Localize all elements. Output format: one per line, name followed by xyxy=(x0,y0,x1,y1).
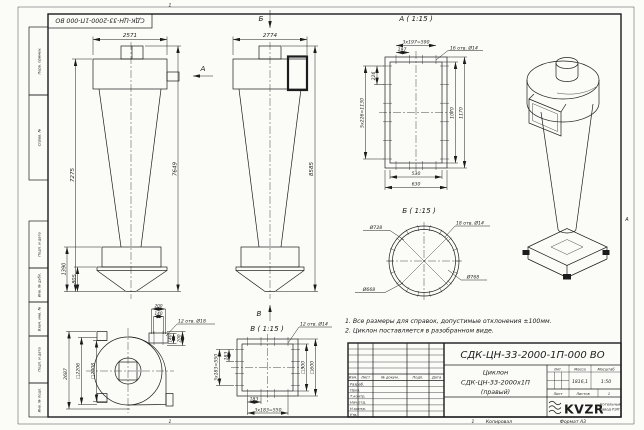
company-logo xyxy=(549,401,622,416)
dim-v-bottom-total: 3x183=550 xyxy=(254,408,282,414)
logo-text: KVZR xyxy=(564,401,605,417)
dim-805: 805 xyxy=(72,274,78,284)
dim-scroll-sq2008: □2008 xyxy=(91,362,97,380)
tb-scale-label: Масштаб xyxy=(597,367,615,372)
dim-scroll-right-140: 140 xyxy=(167,334,173,343)
dim-a-top-total: 3x197=590 xyxy=(402,40,430,46)
tb-list-label: Лист xyxy=(553,391,563,396)
tb-lit-label: Лит. xyxy=(553,367,563,372)
margin-label-inv-podl: Инв. № подл. xyxy=(37,387,42,413)
dim-v-bottom-step: 183 xyxy=(249,397,259,403)
copied-label: Копировал xyxy=(485,420,513,425)
zone-right: А xyxy=(625,217,629,223)
dim-a-right-inner: 1070 xyxy=(450,107,456,119)
detail-a-title: А ( 1:15 ) xyxy=(399,14,433,23)
top-left-stamp: СДК-ЦН-33-2000-1П-000 ВО xyxy=(55,16,145,24)
margin-label-podp-data-2: Подп. и дата xyxy=(37,347,42,372)
format-label: Формат А3 xyxy=(559,420,587,425)
sheet-frame xyxy=(18,3,634,426)
bottom-zone: 1 xyxy=(471,420,475,425)
dim-scroll-200: 200 xyxy=(154,303,163,309)
margin-label-sprav-no: Справ. № xyxy=(37,128,42,147)
detail-b-title: Б ( 1:15 ) xyxy=(402,206,436,215)
dim-2571: 2571 xyxy=(122,33,138,39)
tb-name-line3: (правый) xyxy=(480,389,511,396)
tb-row-prov: Пров. xyxy=(350,388,361,393)
tb-name-line1: Циклон xyxy=(482,368,509,377)
tb-row-nachotd: Нач.отд. xyxy=(350,400,367,405)
note-line-2: 2. Циклон поставляется в разобранном виде. xyxy=(345,327,494,335)
dim-v-left-step: 183 xyxy=(224,351,230,361)
dim-scroll-140: 140 xyxy=(154,311,163,316)
dim-scroll-2687: 2687 xyxy=(64,368,69,380)
tb-col-doc: № докум. xyxy=(381,375,399,380)
tb-row-nkontr: Н.контр. xyxy=(350,406,367,411)
dim-scroll-right-200: 200 xyxy=(176,334,182,343)
dim-b-dia-outer: Ø768 xyxy=(466,275,480,281)
dim-scroll-sq2206: □2206 xyxy=(76,362,82,380)
tb-row-razrab: Разраб. xyxy=(350,382,365,387)
dim-a-left-step: 226 xyxy=(372,71,377,81)
dim-7275: 7275 xyxy=(70,167,76,183)
tb-name-line2: СДК-ЦН-33-2000х1П xyxy=(461,378,530,387)
isometric-view xyxy=(523,58,610,280)
tb-col-data: Дата xyxy=(431,375,442,380)
detail-b xyxy=(355,206,490,300)
zone-bottom: 1 xyxy=(168,420,172,425)
detail-v xyxy=(214,321,333,416)
dim-a-top-step: 197 xyxy=(397,48,407,53)
dim-a-right-outer: 1170 xyxy=(459,107,465,119)
tb-mass-label: Масса xyxy=(574,367,586,372)
scroll-top-view xyxy=(63,304,215,414)
tb-mass-value: 1816,1 xyxy=(571,380,589,385)
tb-col-podp: Подп. xyxy=(412,375,424,380)
notes xyxy=(345,318,552,335)
tb-listov-value: 1 xyxy=(607,391,611,396)
dim-b-holes: 18 отв. Ø14 xyxy=(456,221,484,227)
dim-2774: 2774 xyxy=(262,33,278,39)
dim-b-dia-inner: Ø668 xyxy=(362,288,376,293)
view-arrow-b: Б xyxy=(258,14,264,23)
view-arrow-v: В xyxy=(256,309,262,318)
tb-row-utv: Утв. xyxy=(350,412,358,417)
dim-7649: 7649 xyxy=(172,161,179,177)
tb-col-izm: Изм. xyxy=(348,375,358,380)
note-line-1: 1. Все размеры для справок, допустимые отклонения ±100мм. xyxy=(345,318,552,325)
detail-a xyxy=(360,14,484,190)
logo-line2: завод РЭП xyxy=(600,407,620,412)
tb-scale-value: 1:50 xyxy=(600,380,612,385)
tb-row-tkontr: Т.контр. xyxy=(350,394,366,399)
dim-v-square-inner: □500 xyxy=(301,360,307,375)
margin-label-inv-dubl: Инв. № дубл. xyxy=(37,272,42,298)
view-arrow-a: А xyxy=(200,64,206,73)
logo-line1: Котельный xyxy=(600,402,621,407)
front-view-left xyxy=(62,33,214,299)
tb-listov-label: Листов xyxy=(576,391,590,396)
zone-top: 1 xyxy=(168,3,172,9)
tb-doc-number: СДК-ЦН-33-2000-1П-000 ВО xyxy=(460,350,605,361)
dim-a-bottom-outer: 630 xyxy=(411,182,421,188)
dim-scroll-holes: 12 отв. Ø18 xyxy=(178,319,206,325)
dim-a-holes: 16 отв. Ø14 xyxy=(450,46,478,52)
dim-1390: 1390 xyxy=(61,262,68,276)
margin-label-vzam-inv: Взам. инв. № xyxy=(37,306,42,332)
margin-label-podp-data-1: Подп. и дата xyxy=(37,232,42,257)
front-view-right xyxy=(233,10,318,321)
dim-8585: 8585 xyxy=(309,161,315,177)
dim-b-dia-bolt: Ø728 xyxy=(369,226,383,231)
dim-a-left-total: 5x226=1130 xyxy=(360,98,366,128)
dim-a-bottom-inner: 530 xyxy=(411,172,421,177)
margin-label-perv-primen: Перв. примен. xyxy=(37,47,42,75)
dim-v-left-total: 3x183=550 xyxy=(214,353,220,382)
tb-col-list: Лист xyxy=(360,375,371,380)
dim-v-square-outer: □600 xyxy=(310,360,316,375)
detail-v-title: В ( 1:15 ) xyxy=(250,324,284,333)
title-block xyxy=(348,343,622,417)
dim-v-holes: 12 отв. Ø14 xyxy=(300,322,328,328)
